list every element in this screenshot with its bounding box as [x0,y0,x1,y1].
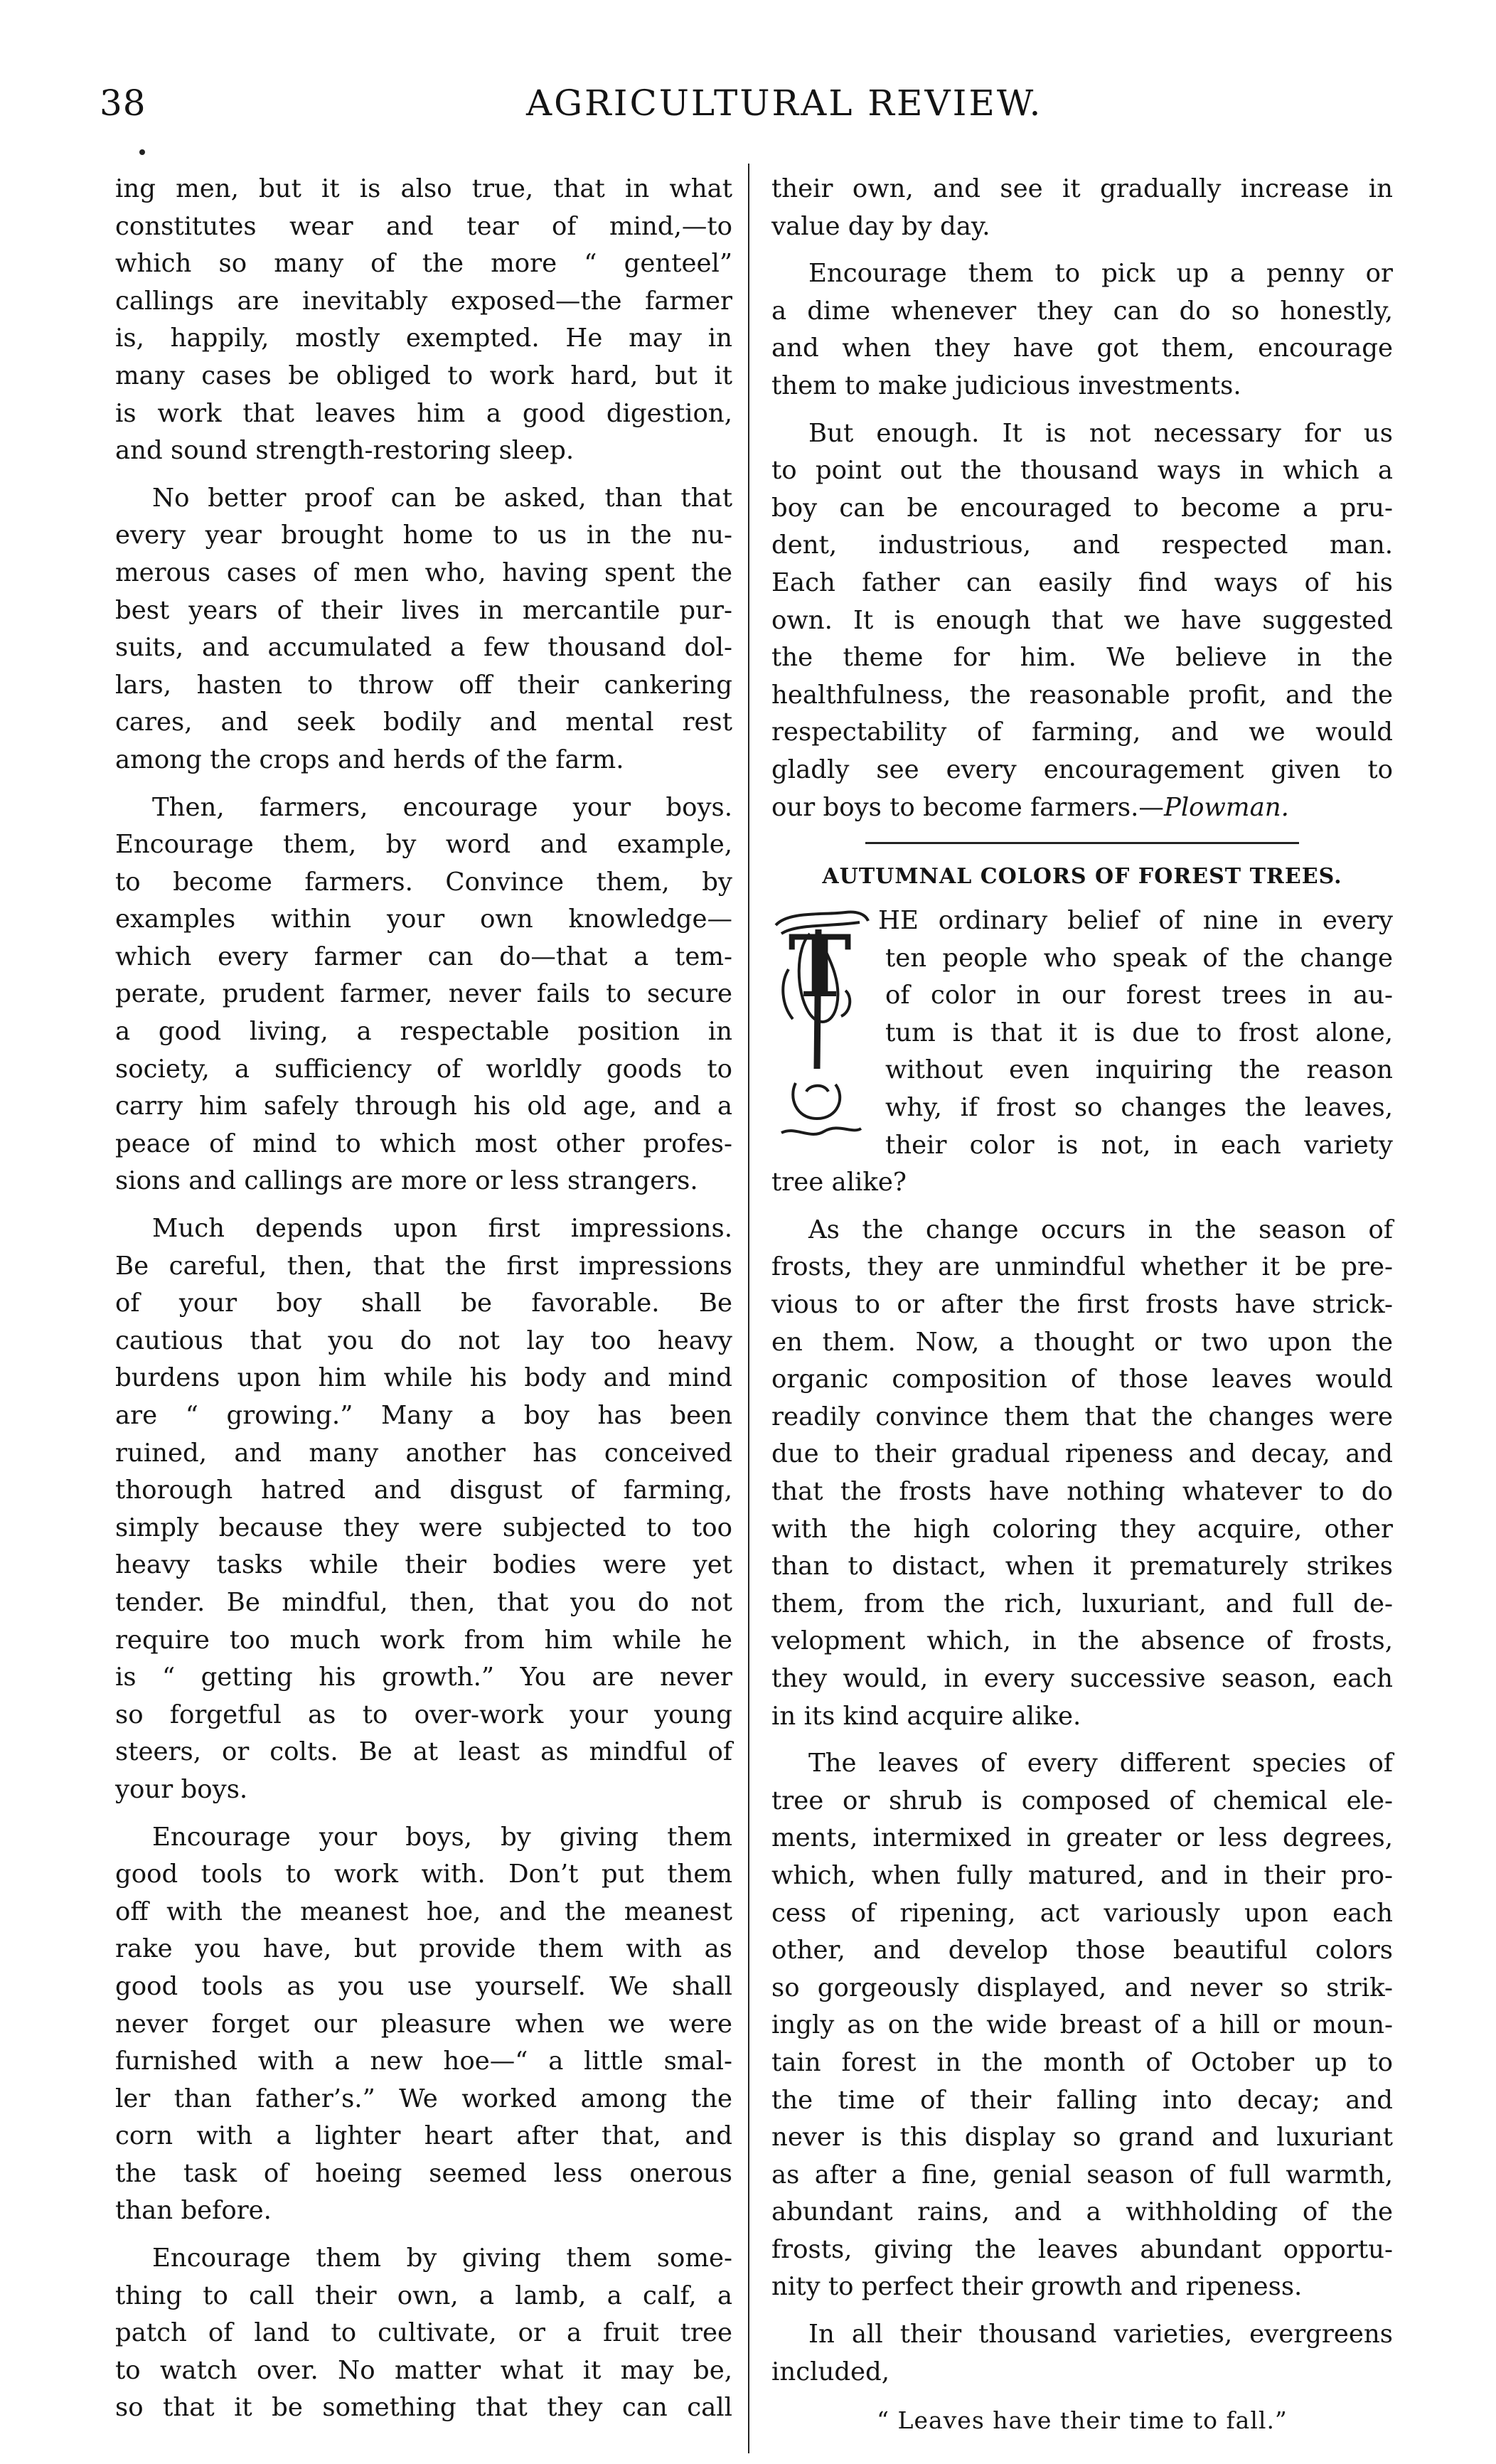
text-line: Each father can easily find ways of his [771,567,1393,597]
text-line: Encourage them, by word and example, [115,830,732,860]
text-line: many cases be obliged to work hard, but it [115,361,732,390]
author-signature: Plowman. [1163,792,1289,822]
text-line: your boys. [115,1774,248,1804]
text-line: other, and develop those beautiful colors [771,1936,1393,1966]
text-line: suits, and accumulated a few thousand dol- [115,633,732,663]
text-line: they would, in every successive season, each [771,1663,1393,1693]
text-line: constitutes wear and tear of mind,—to [115,211,732,241]
text-line: without even inquiring the reason [885,1055,1393,1085]
text-line: than to distact, when it prematurely strikes [771,1552,1393,1582]
text-line: merous cases of men who, having spent the [115,558,732,587]
text-line: best years of their lives in mercantile pur- [115,595,732,625]
text-line: nity to perfect their growth and ripeness. [771,2272,1303,2302]
text-line: cautious that you do not lay too heavy [115,1326,732,1355]
text-line: simply because they were subjected to too [115,1513,732,1542]
paragraph [771,255,1393,405]
text-line: The leaves of every different species of [808,1749,1393,1778]
text-line: and when they have got them, encourage [771,334,1393,363]
text-line: is, happily, mostly exempted. He may in [115,324,732,353]
text-line: perate, prudent farmer, never fails to secure [115,979,732,1009]
text-line: good tools to work with. Don’t put them [115,1860,732,1889]
text-line: cess of ripening, act variously upon each [771,1898,1393,1928]
text-line: ruined, and many another has conceived [115,1438,732,1468]
text-line: ler than father’s.” We worked among the [115,2084,732,2113]
left-column [115,171,732,2427]
text-line: good tools as you use yourself. We shall [115,1971,732,2001]
text-line: them to make judicious investments. [771,370,1241,400]
text-line: and sound strength-restoring sleep. [115,436,575,466]
text-line: burdens upon him while his body and mind [115,1363,732,1393]
text-line: abundant rains, and a withholding of the [771,2197,1393,2227]
text-line: so gorgeously displayed, and never so strik- [771,1973,1393,2002]
article-opening [771,902,1393,1202]
text-line: steers, or colts. Be at least as mindful of [115,1737,732,1767]
text-line: boy can be encouraged to become a pru- [771,493,1393,523]
text-line: so forgetful as to over-work your young [115,1700,732,1729]
text-line: respectability of farming, and we would [771,718,1393,747]
text-line: never is this display so grand and luxuriant [771,2123,1393,2153]
text-line: dent, industrious, and respected man. [771,530,1393,560]
printer-dot [139,149,145,155]
text-line: healthfulness, the reasonable profit, and the [771,680,1393,710]
text-line: value day by day. [771,211,990,241]
paragraph [771,2316,1393,2391]
text-line: their color is not, in each variety [885,1130,1393,1160]
text-line: corn with a lighter heart after that, and [115,2121,732,2151]
text-line: In all their thousand varieties, evergreens [808,2320,1393,2350]
text-line: is “ getting his growth.” You are never [115,1663,732,1692]
text-line: thing to call their own, a lamb, a calf, a [115,2281,732,2310]
text-line: off with the meanest hoe, and the meanest [115,1897,732,1926]
text-line: is work that leaves him a good digestion, [115,398,732,428]
text-line: are “ growing.” Many a boy has been [115,1401,732,1430]
verse-quotation: “ Leaves have their time to fall.” [877,2406,1288,2435]
text-line: a good living, a respectable position in [115,1017,732,1047]
text-line: Much depends upon first impressions. [152,1214,732,1244]
text-line: lars, hasten to throw off their cankering [115,670,732,700]
text-line: to point out the thousand ways in which a [771,456,1393,486]
text-line: to become farmers. Convince them, by [115,867,732,897]
text-line: which, when fully matured, and in their pro- [771,1860,1393,1890]
text-line: ingly as on the wide breast of a hill or moun- [771,2010,1393,2040]
paragraph [115,789,732,1201]
text-line: velopment which, in the absence of frosts, [771,1626,1393,1656]
paragraph [115,2240,732,2427]
page-number: 38 [100,82,146,124]
text-line: rake you have, but provide them with as [115,1934,732,1964]
text-line: patch of land to cultivate, or a fruit tree [115,2318,732,2348]
text-line: due to their gradual ripeness and decay, and [771,1439,1393,1469]
paragraph [115,171,732,470]
page-header [100,82,1408,142]
text-line: a dime whenever they can do so honestly, [771,296,1393,326]
section-divider [865,842,1299,844]
text-line: organic composition of those leaves would [771,1365,1393,1394]
text-line: examples within your own knowledge— [115,905,732,934]
text-line: ments, intermixed in greater or less degrees, [771,1823,1393,1853]
text-line: of color in our forest trees in au- [885,981,1393,1010]
paragraph [115,1819,732,2231]
text-line: Encourage them by giving them some- [152,2244,732,2273]
text-line: thorough hatred and disgust of farming, [115,1476,732,1505]
text-line: Be careful, then, that the first impressions [115,1251,732,1281]
text-line: of your boy shall be favorable. Be [115,1289,732,1318]
text-line: vious to or after the first frosts have strick- [771,1290,1393,1320]
paragraph [771,415,1393,827]
text-line: Then, farmers, encourage your boys. [152,792,732,822]
text-line: the theme for him. We believe in the [771,643,1393,673]
text-line: peace of mind to which most other profes- [115,1129,732,1158]
text-line: tum is that it is due to frost alone, [885,1018,1393,1047]
text-line: As the change occurs in the season of [808,1215,1393,1244]
text-line: ten people who speak of the change [885,943,1393,973]
text-line: which so many of the more “ genteel” [115,249,732,279]
text-line: require too much work from him while he [115,1625,732,1655]
text-line: frosts, giving the leaves abundant opportu- [771,2234,1393,2264]
text-line: en them. Now, a thought or two upon the [771,1327,1393,1357]
paragraph [771,171,1393,245]
text-line: to watch over. No matter what it may be, [115,2355,732,2385]
text-line: tree or shrub is composed of chemical ele- [771,1786,1393,1815]
text-line: own. It is enough that we have suggested [771,605,1393,635]
text-line: sions and callings are more or less strangers. [115,1166,698,1196]
text-line: why, if frost so changes the leaves, [885,1093,1393,1123]
right-column [771,171,1393,2440]
ornamental-drop-cap-icon [767,905,874,1168]
text-line: their own, and see it gradually increase in [771,174,1393,203]
text-line: Encourage them to pick up a penny or [808,259,1393,289]
text-line: in its kind acquire alike. [771,1701,1081,1731]
text-line: so that it be something that they can call [115,2393,732,2423]
paragraph [771,1745,1393,2306]
text-line: readily convince them that the changes were [771,1402,1393,1431]
text-line: included, [771,2357,890,2386]
text-line: ing men, but it is also true, that in what [115,174,732,203]
text-line: furnished with a new hoe—“ a little smal- [115,2047,732,2076]
text-line: cares, and seek bodily and mental rest [115,708,732,737]
text-line: gladly see every encouragement given to [771,754,1393,784]
text-line: No better proof can be asked, than that [152,483,732,513]
text-line: our boys to become farmers.—Plowman. [771,792,1289,822]
text-line: which every farmer can do—that a tem- [115,942,732,971]
text-line: the task of hoeing seemed less onerous [115,2158,732,2188]
text-line: carry him safely through his old age, and a [115,1092,732,1121]
text-line: Encourage your boys, by giving them [152,1822,732,1852]
paragraph [115,480,732,779]
text-line: HE ordinary belief of nine in every [878,906,1393,936]
text-line: callings are inevitably exposed—the farmer [115,286,732,316]
text-line: them, from the rich, luxuriant, and full de- [771,1589,1393,1618]
text-line: tain forest in the month of October up to [771,2047,1393,2077]
text-line: that the frosts have nothing whatever to do [771,1477,1393,1506]
text-line: with the high coloring they acquire, other [771,1514,1393,1544]
text-line: every year brought home to us in the nu- [115,521,732,550]
text-line: than before. [115,2196,272,2226]
text-line: among the crops and herds of the farm. [115,745,624,774]
text-line: never forget our pleasure when we were [115,2009,732,2039]
text-line: frosts, they are unmindful whether it be pre- [771,1252,1393,1282]
paragraph [771,1212,1393,1735]
paragraph [115,1210,732,1809]
journal-title: AGRICULTURAL REVIEW. [526,82,1043,124]
text-line: society, a sufficiency of worldly goods to [115,1054,732,1084]
text-line: tree alike? [771,1168,907,1198]
text-line: tender. Be mindful, then, that you do not [115,1587,732,1617]
section-title: AUTUMNAL COLORS OF FOREST TREES. [822,864,1342,890]
text-line: But enough. It is not necessary for us [808,418,1393,448]
text-line: the time of their falling into decay; and [771,2085,1393,2115]
text-line: heavy tasks while their bodies were yet [115,1550,732,1580]
drop-cap-letter: T [788,917,852,1018]
column-divider [748,164,749,2453]
text-line: as after a fine, genial season of full warmth, [771,2160,1393,2190]
